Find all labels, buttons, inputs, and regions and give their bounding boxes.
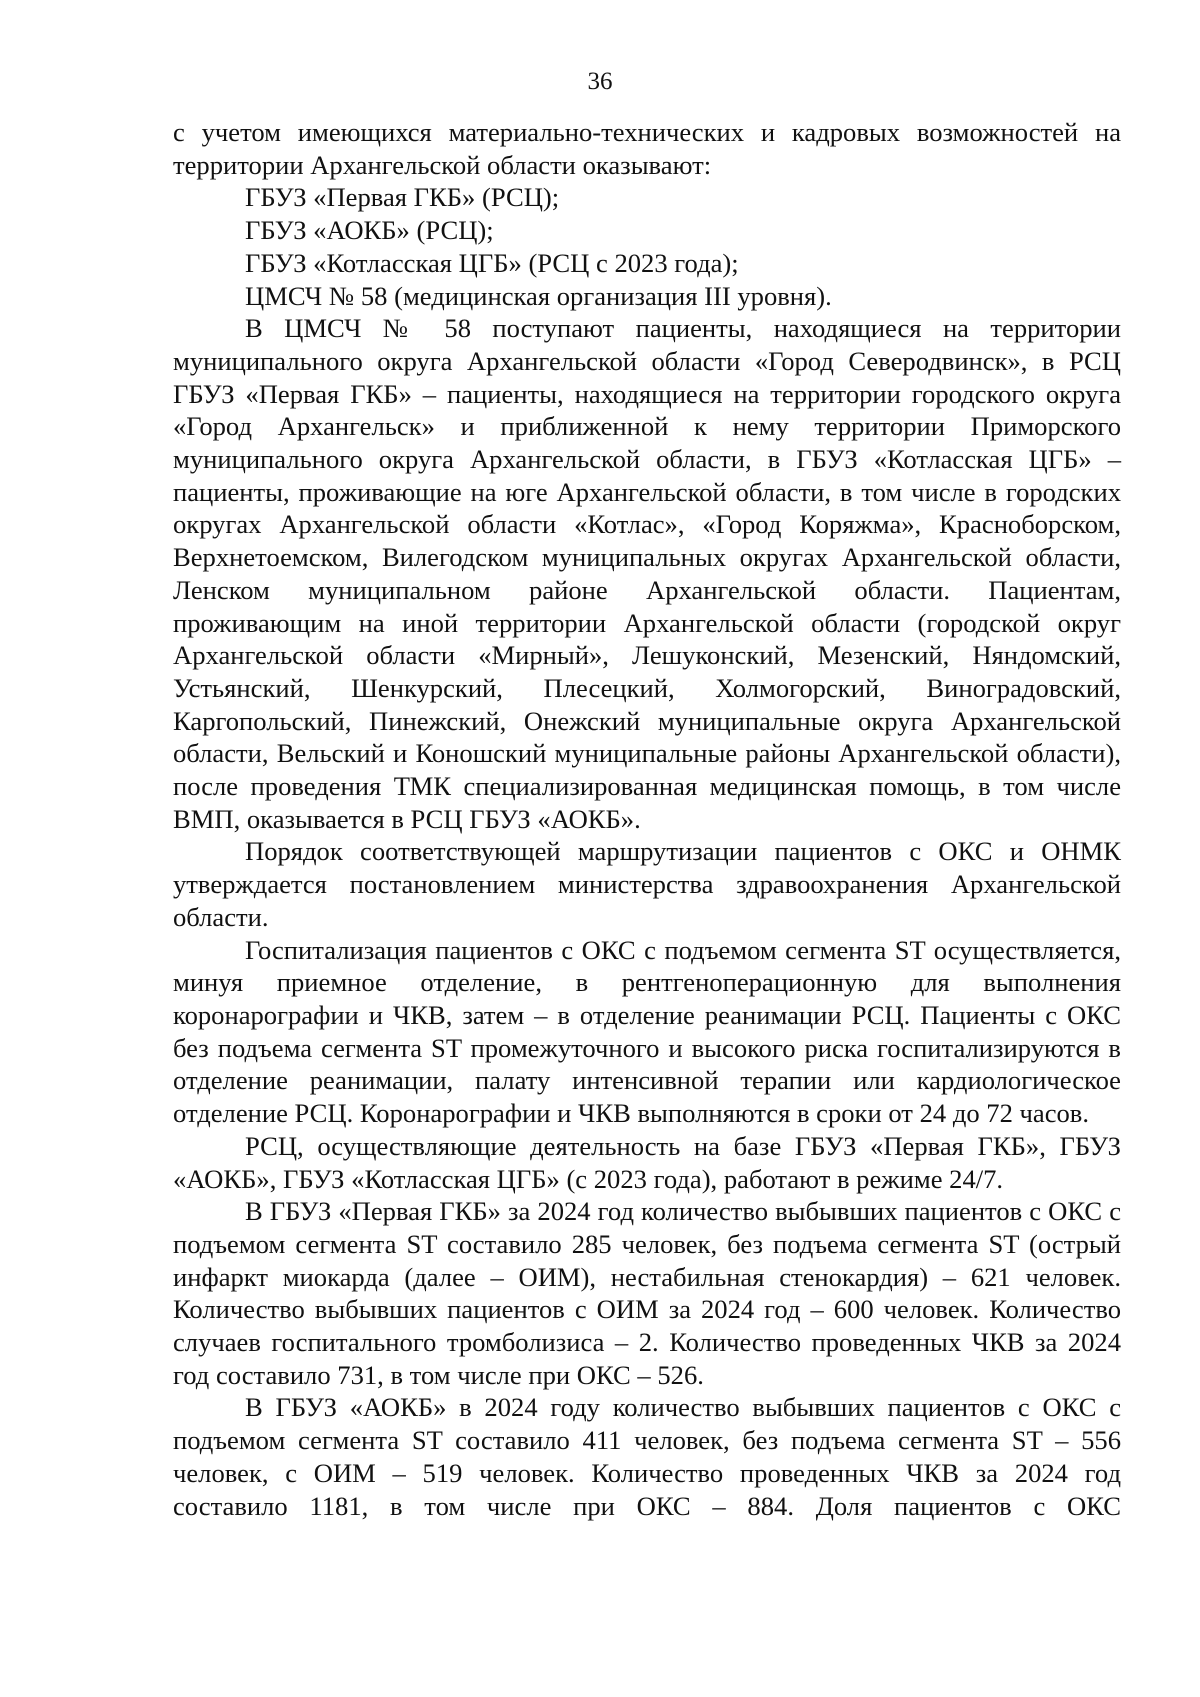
paragraph-routing-order: Порядок соответствующей маршрутизации пациентов с ОКС и ОНМК утверждается постановлением министерства здравоохранения Архангельской области.	[173, 836, 1121, 932]
page-number: 36	[587, 68, 613, 95]
paragraph-first-gkb-stats: В ГБУЗ «Первая ГКБ» за 2024 год количество выбывших пациентов с ОКС с подъемом сегмента ST составило 285 человек, без подъема сегмента ST (острый инфаркт миокарда (далее – ОИМ), нестабильная стенокардия) – 621 человек. Количество выбывших пациентов с ОИМ за 2024 год – 600 человек. Количество случаев госпитального тромболизиса – 2. Количество проведенных ЧКВ за 2024 год составило 731, в том числе при ОКС – 526.	[173, 1196, 1121, 1390]
paragraph-routing: В ЦМСЧ № 58 поступают пациенты, находящиеся на территории муниципального округа Архангельской области «Город Северодвинск», в РСЦ ГБУЗ «Первая ГКБ» – пациенты, находящиеся на территории городского округа «Город Архангельск» и приближенной к нему территории Приморского муниципального округа Архангельской области, в ГБУЗ «Котласская ЦГБ» – пациенты, проживающие на юге Архангельской области, в том числе в городских округах Архангельской области «Котлас», «Город Коряжма», Красноборском, Верхнетоемском, Вилегодском муниципальных округах Архангельской области, Ленском муниципальном районе Архангельской области. Пациентам, проживающим на иной территории Архангельской области (городской округ Архангельской области «Мирный», Лешуконский, Мезенский, Няндомский, Устьянский, Шенкурский, Плесецкий, Холмогорский, Виноградовский, Каргопольский, Пинежский, Онежский муниципальные округа Архангельской области, Вельский и Коношский муниципальные районы Архангельской области), после проведения ТМК специализированная медицинская помощь, в том числе ВМП, оказывается в РСЦ ГБУЗ «АОКБ».	[173, 313, 1121, 834]
list-item-first-gkb: ГБУЗ «Первая ГКБ» (РСЦ);	[245, 182, 560, 213]
document-body	[173, 116, 1121, 1522]
list-item-cmsch-58: ЦМСЧ № 58 (медицинская организация III уровня).	[245, 280, 832, 311]
list-item-aokb: ГБУЗ «АОКБ» (РСЦ);	[245, 215, 494, 246]
list-item-kotlas-cgb: ГБУЗ «Котласская ЦГБ» (РСЦ с 2023 года);	[245, 247, 739, 278]
paragraph-hospitalization: Госпитализация пациентов с ОКС с подъемом сегмента ST осуществляется, минуя приемное отделение, в рентгеноперационную для выполнения коронарографии и ЧКВ, затем – в отделение реанимации РСЦ. Пациенты с ОКС без подъема сегмента ST промежуточного и высокого риска госпитализируются в отделение реанимации, палату интенсивной терапии или кардиологическое отделение РСЦ. Коронарографии и ЧКВ выполняются в сроки от 24 до 72 часов.	[173, 934, 1121, 1129]
paragraph-aokb-stats: В ГБУЗ «АОКБ» в 2024 году количество выбывших пациентов с ОКС с подъемом сегмента ST составило 411 человек, без подъема сегмента ST – 556 человек, с ОИМ – 519 человек. Количество проведенных ЧКВ за 2024 год составило 1181, в том числе при ОКС – 884. Доля пациентов с ОКС	[173, 1392, 1121, 1521]
paragraph-rsc-schedule: РСЦ, осуществляющие деятельность на базе ГБУЗ «Первая ГКБ», ГБУЗ «АОКБ», ГБУЗ «Котласская ЦГБ» (с 2023 года), работают в режиме 24/7.	[173, 1130, 1121, 1194]
paragraph-intro: с учетом имеющихся материально-технических и кадровых возможностей на территории Архангельской области оказывают:	[173, 117, 1121, 180]
